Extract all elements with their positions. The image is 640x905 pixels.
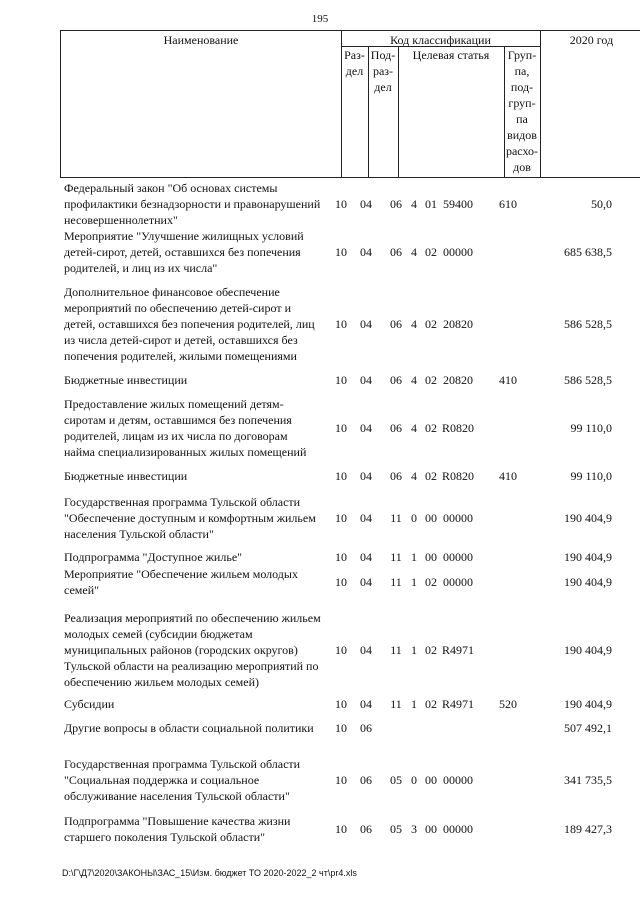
- row-name-line: мероприятий по обеспечению детей-сирот и: [64, 301, 291, 315]
- code-cs4: R4971: [441, 643, 474, 657]
- code-cs3: 02: [425, 421, 437, 435]
- code-pr: 04: [360, 197, 372, 211]
- code-cs4: R4971: [441, 697, 474, 711]
- row-name-line: обслуживание населения Тульской области": [64, 789, 290, 803]
- code-cs3: 00: [425, 773, 437, 787]
- row-amount: 507 492,1: [564, 721, 612, 735]
- divider: [398, 46, 399, 177]
- code-rz: 10: [335, 469, 347, 483]
- row-name: [64, 566, 346, 598]
- code-cs2: 0: [411, 773, 417, 787]
- row-name-line: родителей, и лиц из их числа": [64, 261, 218, 275]
- code-cs3: 00: [425, 511, 437, 525]
- header-year: 2020 год: [569, 33, 614, 47]
- row-name-line: Бюджетные инвестиции: [64, 373, 188, 387]
- row-name-line: Федеральный закон "Об основах системы: [64, 181, 278, 195]
- row-amount: 99 110,0: [570, 421, 612, 435]
- code-vr: 410: [499, 373, 517, 387]
- code-cs4: 00000: [443, 822, 473, 836]
- row-name: [64, 756, 346, 804]
- row-name-line: Тульской области на реализацию мероприятий по: [64, 659, 319, 673]
- code-cs1: 06: [390, 373, 402, 387]
- code-cs2: 4: [411, 373, 417, 387]
- code-cs4: 00000: [443, 575, 473, 589]
- header-target: Целевая статья: [412, 48, 490, 62]
- row-name-line: профилактики безнадзорности и правонарушений: [64, 197, 321, 211]
- code-cs1: 11: [390, 697, 402, 711]
- code-cs4: R0820: [441, 421, 474, 435]
- row-name-line: Субсидии: [64, 697, 115, 711]
- page-number: 195: [311, 13, 329, 25]
- row-amount: 586 528,5: [564, 317, 612, 331]
- code-cs3: 02: [425, 643, 437, 657]
- header-code: Код классификации: [390, 33, 491, 47]
- row-name: [64, 494, 346, 542]
- code-rz: 10: [335, 822, 347, 836]
- code-cs1: 05: [390, 773, 402, 787]
- code-cs3: 01: [425, 197, 437, 211]
- code-cs1: 11: [390, 511, 402, 525]
- code-cs2: 1: [411, 697, 417, 711]
- code-rz: 10: [335, 245, 347, 259]
- code-cs1: 06: [390, 245, 402, 259]
- code-cs4: 00000: [443, 550, 473, 564]
- code-pr: 04: [360, 421, 372, 435]
- code-cs2: 4: [411, 317, 417, 331]
- row-name-line: Реализация мероприятий по обеспечению жильем: [64, 611, 321, 625]
- code-pr: 04: [360, 245, 372, 259]
- code-cs1: 11: [390, 643, 402, 657]
- header-group: Груп- па, под- груп- па видов расхо- дов: [505, 48, 539, 174]
- code-cs3: 02: [425, 469, 437, 483]
- code-rz: 10: [335, 773, 347, 787]
- code-cs1: 11: [390, 550, 402, 564]
- row-name-line: обеспечению жильем молодых семей): [64, 675, 259, 689]
- code-vr: 520: [499, 697, 517, 711]
- code-cs4: 20820: [443, 317, 473, 331]
- code-cs1: 06: [390, 197, 402, 211]
- row-name-line: найма специализированных жилых помещений: [64, 445, 307, 459]
- row-amount: 50,0: [591, 197, 612, 211]
- row-name: [64, 372, 346, 388]
- header-razdel: Раз- дел: [344, 48, 365, 78]
- row-name-line: несовершеннолетних": [64, 213, 178, 227]
- code-rz: 10: [335, 550, 347, 564]
- row-name-line: населения Тульской области": [64, 527, 214, 541]
- row-amount: 190 404,9: [564, 511, 612, 525]
- row-name-line: из числа детей-сирот и детей, оставшихся без: [64, 333, 298, 347]
- row-amount: 190 404,9: [564, 697, 612, 711]
- row-name-line: "Обеспечение доступным и комфортным жильем: [64, 511, 316, 525]
- code-cs4: 00000: [443, 773, 473, 787]
- code-cs4: 20820: [443, 373, 473, 387]
- code-cs3: 02: [425, 697, 437, 711]
- code-cs2: 1: [411, 643, 417, 657]
- code-cs1: 11: [390, 575, 402, 589]
- code-cs2: 4: [411, 245, 417, 259]
- row-name-line: детей-сирот, детей, оставшихся без попечения: [64, 245, 301, 259]
- code-cs3: 00: [425, 822, 437, 836]
- row-amount: 190 404,9: [564, 643, 612, 657]
- code-cs2: 0: [411, 511, 417, 525]
- row-name-line: Мероприятие "Улучшение жилищных условий: [64, 229, 304, 243]
- code-pr: 06: [360, 822, 372, 836]
- code-rz: 10: [335, 697, 347, 711]
- code-pr: 04: [360, 511, 372, 525]
- row-name: [64, 228, 346, 276]
- row-name-line: Подпрограмма "Доступное жилье": [64, 550, 243, 564]
- code-rz: 10: [335, 317, 347, 331]
- row-name-line: Подпрограмма "Повышение качества жизни: [64, 814, 291, 828]
- code-cs2: 1: [411, 575, 417, 589]
- row-name-line: Мероприятие "Обеспечение жильем молодых: [64, 567, 298, 581]
- row-name-line: муниципальных районов (городских округов): [64, 643, 298, 657]
- code-cs3: 02: [425, 245, 437, 259]
- row-name: [64, 696, 346, 712]
- row-name-line: детей, оставшихся без попечения родителей, лиц: [64, 317, 315, 331]
- code-rz: 10: [335, 643, 347, 657]
- row-name-line: Государственная программа Тульской области: [64, 495, 301, 509]
- row-name-line: сиротам и детям, оставшимся без попечения: [64, 413, 292, 427]
- code-cs1: 05: [390, 822, 402, 836]
- row-name-line: "Социальная поддержка и социальное: [64, 773, 260, 787]
- code-pr: 04: [360, 317, 372, 331]
- code-rz: 10: [335, 197, 347, 211]
- row-name-line: Предоставление жилых помещений детям-: [64, 397, 284, 411]
- row-name: [64, 720, 346, 736]
- code-pr: 04: [360, 643, 372, 657]
- row-amount: 99 110,0: [570, 469, 612, 483]
- header-name: Наименование: [163, 33, 239, 47]
- code-pr: 04: [360, 697, 372, 711]
- row-name-line: Бюджетные инвестиции: [64, 469, 188, 483]
- code-cs2: 1: [411, 550, 417, 564]
- code-cs4: 00000: [443, 245, 473, 259]
- code-cs1: 06: [390, 317, 402, 331]
- row-name: [64, 610, 346, 690]
- row-name-line: Государственная программа Тульской области: [64, 757, 301, 771]
- code-cs2: 4: [411, 469, 417, 483]
- code-cs3: 00: [425, 550, 437, 564]
- code-rz: 10: [335, 373, 347, 387]
- row-name: [64, 284, 346, 364]
- row-amount: 190 404,9: [564, 575, 612, 589]
- code-vr: 610: [499, 197, 517, 211]
- row-name: [64, 468, 346, 484]
- code-cs1: 06: [390, 421, 402, 435]
- row-amount: 586 528,5: [564, 373, 612, 387]
- code-vr: 410: [499, 469, 517, 483]
- row-amount: 685 638,5: [564, 245, 612, 259]
- code-pr: 06: [360, 773, 372, 787]
- row-name-line: семей": [64, 583, 100, 597]
- code-pr: 06: [360, 721, 372, 735]
- code-cs2: 3: [411, 822, 417, 836]
- row-name-line: старшего поколения Тульской области": [64, 830, 266, 844]
- row-amount: 341 735,5: [564, 773, 612, 787]
- header-podrazdel: Под- раз- дел: [370, 48, 396, 94]
- code-cs4: 59400: [443, 197, 473, 211]
- code-cs4: R0820: [441, 469, 474, 483]
- code-pr: 04: [360, 373, 372, 387]
- row-amount: 189 427,3: [564, 822, 612, 836]
- row-name-line: молодых семей (субсидии бюджетам: [64, 627, 253, 641]
- code-cs2: 4: [411, 421, 417, 435]
- code-cs4: 00000: [443, 511, 473, 525]
- code-cs3: 02: [425, 373, 437, 387]
- file-path: D:\Г\Д7\2020\ЗАКОНЫ\ЗАС_15\Изм. бюджет ТО 2020-2022_2 чт\pr4.xls: [62, 868, 357, 878]
- code-pr: 04: [360, 575, 372, 589]
- row-amount: 190 404,9: [564, 550, 612, 564]
- row-name-line: Другие вопросы в области социальной политики: [64, 721, 314, 735]
- code-cs2: 4: [411, 197, 417, 211]
- row-name: [64, 549, 346, 565]
- divider: [540, 31, 541, 177]
- row-name-line: Дополнительное финансовое обеспечение: [64, 285, 280, 299]
- code-cs3: 02: [425, 317, 437, 331]
- row-name: [64, 180, 346, 228]
- code-cs3: 02: [425, 575, 437, 589]
- code-rz: 10: [335, 575, 347, 589]
- row-name: [64, 396, 346, 460]
- code-rz: 10: [335, 421, 347, 435]
- row-name-line: попечения родителей, жилыми помещениями: [64, 349, 297, 363]
- row-name-line: родителей, лицам из их числа по договорам: [64, 429, 288, 443]
- code-pr: 04: [360, 550, 372, 564]
- code-pr: 04: [360, 469, 372, 483]
- code-cs1: 06: [390, 469, 402, 483]
- table-header: [60, 30, 640, 178]
- row-name: [64, 813, 346, 845]
- code-rz: 10: [335, 721, 347, 735]
- code-rz: 10: [335, 511, 347, 525]
